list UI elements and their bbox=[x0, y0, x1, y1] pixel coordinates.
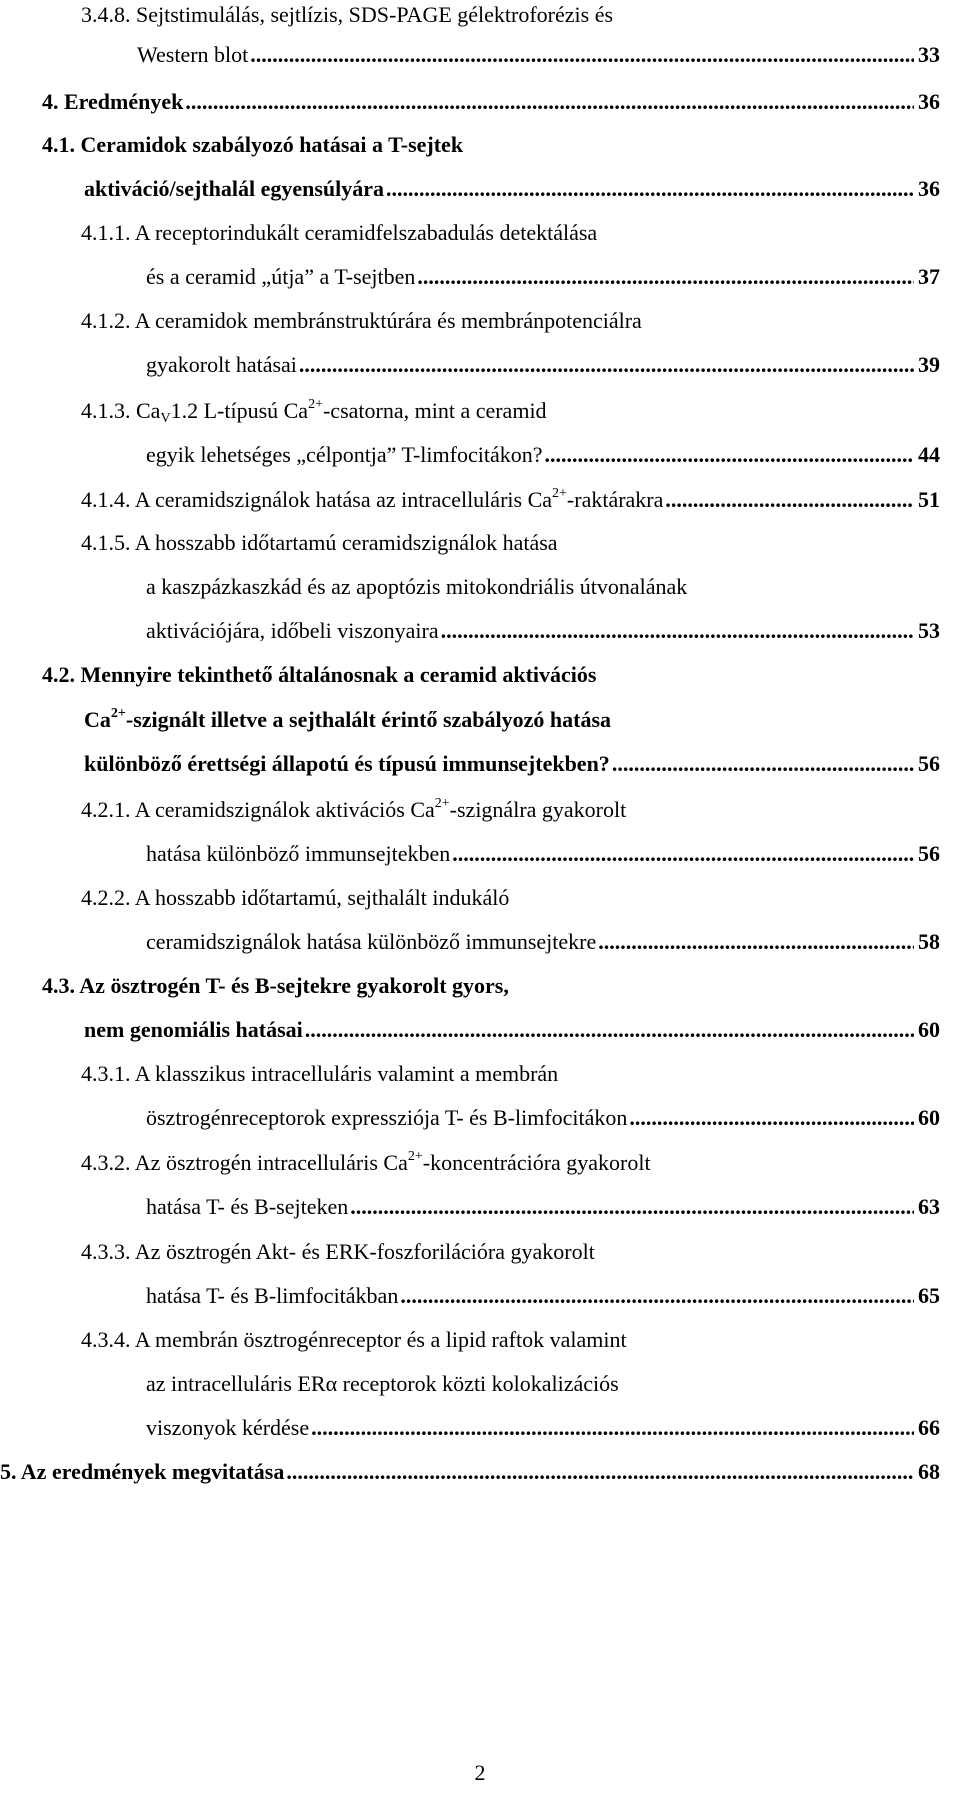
dot-leader bbox=[305, 1015, 914, 1045]
toc-entry-4-2-1[interactable]: hatása különböző immunsejtekben ..... 56 bbox=[146, 839, 940, 869]
page-number: 68 bbox=[918, 1459, 940, 1484]
toc-entry-4-3-3-line1: 4.3.3. Az ösztrogén Akt- és ERK-foszforilációra gyakorolt bbox=[81, 1239, 595, 1264]
dot-leader bbox=[185, 87, 914, 117]
toc-entry-4-2-line1: 4.2. Mennyire tekinthető általánosnak a ceramid aktivációs bbox=[42, 662, 597, 687]
toc-entry-4-3-2[interactable]: hatása T- és B-sejteken ..... 63 bbox=[146, 1192, 940, 1222]
toc-entry-4-1-4[interactable]: 4.1.4. A ceramidszignálok hatása az intracelluláris $Ca^{2+}$-raktárakra ..... 51 bbox=[81, 485, 940, 515]
toc-entry-4-2-2-line1: 4.2.2. A hosszabb időtartamú, sejthalált indukáló bbox=[81, 885, 510, 910]
toc-entry-4-3-1[interactable]: ösztrogénreceptorok expressziója T- és B-limfocitákon ..... 60 bbox=[146, 1103, 940, 1133]
dot-leader bbox=[598, 927, 914, 957]
page-number: 66 bbox=[918, 1415, 940, 1440]
toc-entry-4-1-3[interactable]: egyik lehetséges „célpontja” T-limfocitákon? ..... 44 bbox=[146, 440, 940, 470]
toc-entry-4-3-2-line1: 4.3.2. Az ösztrogén intracelluláris $Ca^{2+}$-koncentrációra gyakorolt bbox=[81, 1149, 651, 1175]
toc-entry-4-3-1-line1: 4.3.1. A klasszikus intracelluláris valamint a membrán bbox=[81, 1061, 559, 1086]
toc-entry-4-1-2[interactable]: gyakorolt hatásai ..... 39 bbox=[146, 350, 940, 380]
page-number: 56 bbox=[918, 751, 940, 776]
dot-leader bbox=[386, 174, 914, 204]
dot-leader bbox=[452, 839, 914, 869]
toc-entry-3-4-8[interactable]: Western blot ..... 33 bbox=[137, 40, 940, 70]
page-number: 44 bbox=[918, 442, 940, 467]
dot-leader bbox=[665, 485, 914, 515]
toc-entry-4-2-2[interactable]: ceramidszignálok hatása különböző immunsejtekre ..... 58 bbox=[146, 927, 940, 957]
page-number: 63 bbox=[918, 1194, 940, 1219]
dot-leader bbox=[350, 1192, 914, 1222]
page-number: 56 bbox=[918, 841, 940, 866]
page-number: 33 bbox=[918, 42, 940, 67]
toc-entry-4-1-2-line1: 4.1.2. A ceramidok membránstruktúrára és membránpotenciálra bbox=[81, 308, 642, 333]
toc-entry-4-1[interactable]: aktiváció/sejthalál egyensúlyára ..... 36 bbox=[84, 174, 940, 204]
page-number: 37 bbox=[918, 264, 940, 289]
dot-leader bbox=[311, 1413, 914, 1443]
toc-entry-4-3[interactable]: nem genomiális hatásai ..... 60 bbox=[84, 1015, 940, 1045]
toc-entry-4-2-1-line1: 4.2.1. A ceramidszignálok aktivációs $Ca^{2+}$-szignálra gyakorolt bbox=[81, 796, 627, 822]
toc-entry-4-1-3-line1: 4.1.3. $Ca_V1.2$ L-típusú $Ca^{2+}$-csatorna, mint a ceramid bbox=[81, 397, 547, 426]
toc-entry-5[interactable]: 5. Az eredmények megvitatása ..... 68 bbox=[0, 1457, 940, 1487]
page-footer-number: 2 bbox=[474, 1760, 486, 1785]
page-number: 36 bbox=[918, 176, 940, 201]
toc-entry-4[interactable]: 4. Eredmények ..... 36 bbox=[42, 87, 940, 117]
page-number: 60 bbox=[918, 1105, 940, 1130]
toc-entry-4-1-1[interactable]: és a ceramid „útja” a T-sejtben ..... 37 bbox=[146, 262, 940, 292]
dot-leader bbox=[400, 1281, 914, 1311]
dot-leader bbox=[629, 1103, 914, 1133]
toc-entry-4-2-line2: $Ca^{2+}$-szignált illetve a sejthalált érintő szabályozó hatása bbox=[84, 706, 612, 732]
page-number: 53 bbox=[918, 618, 940, 643]
dot-leader bbox=[441, 616, 914, 646]
page-number: 51 bbox=[918, 487, 940, 512]
toc-entry-4-3-3[interactable]: hatása T- és B-limfocitákban ..... 65 bbox=[146, 1281, 940, 1311]
dot-leader bbox=[286, 1457, 914, 1487]
dot-leader bbox=[544, 440, 914, 470]
toc-entry-4-1-5-line2: a kaszpázkaszkád és az apoptózis mitokondriális útvonalának bbox=[146, 574, 688, 599]
dot-leader bbox=[417, 262, 914, 292]
toc-entry-4-1-1-line1: 4.1.1. A receptorindukált ceramidfelszabadulás detektálása bbox=[81, 220, 598, 245]
toc-entry-4-3-4[interactable]: viszonyok kérdése ..... 66 bbox=[146, 1413, 940, 1443]
dot-leader bbox=[612, 749, 914, 779]
page-number: 58 bbox=[918, 929, 940, 954]
toc-entry-4-1-line1: 4.1. Ceramidok szabályozó hatásai a T-sejtek bbox=[42, 132, 464, 157]
toc-entry-4-1-5-line1: 4.1.5. A hosszabb időtartamú ceramidszignálok hatása bbox=[81, 530, 558, 555]
page-number: 60 bbox=[918, 1017, 940, 1042]
dot-leader bbox=[250, 40, 914, 70]
toc-entry-4-1-5[interactable]: aktivációjára, időbeli viszonyaira ..... 53 bbox=[146, 616, 940, 646]
page-number: 36 bbox=[918, 89, 940, 114]
toc-entry-4-2[interactable]: különböző érettségi állapotú és típusú immunsejtekben? ..... 56 bbox=[84, 749, 940, 779]
toc-entry-4-3-4-line1: 4.3.4. A membrán ösztrogénreceptor és a lipid raftok valamint bbox=[81, 1327, 627, 1352]
page-number: 39 bbox=[918, 352, 940, 377]
page-number: 65 bbox=[918, 1283, 940, 1308]
toc-entry-3-4-8-line1: 3.4.8. Sejtstimulálás, sejtlízis, SDS-PAGE gélektroforézis és bbox=[81, 2, 614, 27]
toc-entry-4-3-line1: 4.3. Az ösztrogén T- és B-sejtekre gyakorolt gyors, bbox=[42, 973, 509, 998]
toc-entry-4-3-4-line2: az intracelluláris ERα receptorok közti kolokalizációs bbox=[146, 1371, 619, 1396]
dot-leader bbox=[299, 350, 914, 380]
